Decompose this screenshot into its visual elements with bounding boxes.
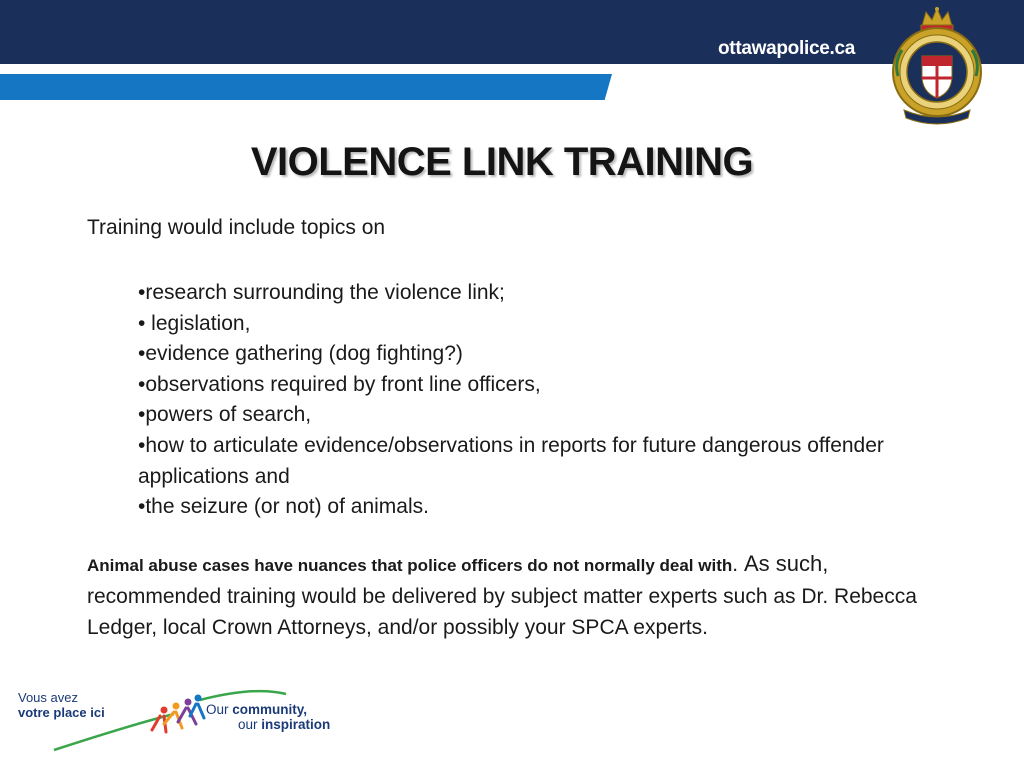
topic-list [138,278,918,523]
header-band [0,0,1024,64]
topic-item: •powers of search, [138,403,312,427]
footer-en-line1-a: Our [206,702,233,717]
topic-item: •evidence gathering (dog fighting?) [138,342,463,366]
closing-paragraph [87,548,967,643]
footer-tagline-en [206,702,330,732]
footer-en-line1-b: community, [232,702,308,717]
topic-item: • legislation, [138,311,251,335]
topic-item: •observations required by front line officers, [138,372,541,396]
footer-en-line2-b: inspiration [261,717,331,732]
topic-item: •the seizure (or not) of animals. [138,495,429,519]
footer-fr-line2: votre place ici [18,705,105,720]
intro-text: Training would include topics on [87,216,386,239]
closing-as-such: As such, [743,551,829,576]
topic-item: •how to articulate evidence/observations in reports for future dangerous offender applications and [138,433,884,488]
closing-period: . [732,553,739,576]
footer-fr-line1: Vous avez [18,690,78,705]
site-url[interactable]: ottawapolice.ca [718,38,855,59]
footer-tagline-fr [18,690,105,720]
closing-rest: recommended training would be delivered by subject matter experts such as Dr. Rebecca Ledger, local Crown Attorneys, and/or possibly your SPCA experts. [87,585,917,639]
footer-en-line2-a: our [238,717,262,732]
ottawa-police-crest-icon [884,6,990,132]
topic-item: •research surrounding the violence link; [138,281,505,304]
slide-title: VIOLENCE LINK TRAINING [250,140,754,184]
closing-emphasis: Animal abuse cases have nuances that police officers do not normally deal with [87,556,733,575]
header-gap [0,64,1024,74]
header-stripe [0,74,612,100]
